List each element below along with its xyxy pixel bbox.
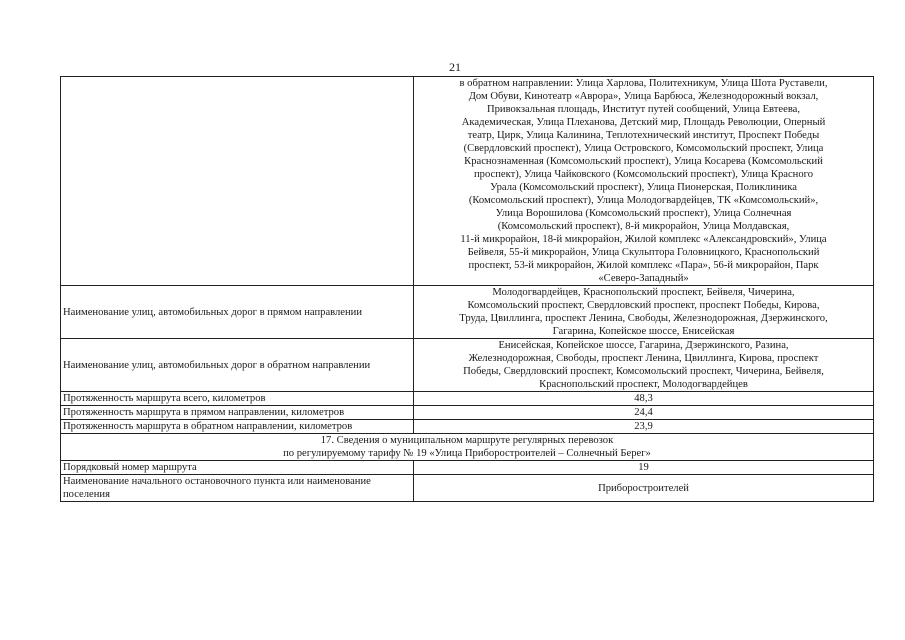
table-row-reverse-route-continuation xyxy=(61,77,874,286)
text-line: Молодогвардейцев, Краснопольский проспект, Бейвеля, Чичерина, xyxy=(492,287,795,298)
text-line: Бейвеля, 55-й микрорайон, Улица Скульптора Головницкого, Краснопольский xyxy=(467,247,820,258)
text-line: Привокзальная площадь, Институт путей сообщений, Улица Евтеева, xyxy=(486,104,801,115)
text-line: Академическая, Улица Плеханова, Детский мир, Площадь Революции, Оперный xyxy=(461,117,826,128)
empty-label-cell xyxy=(61,77,414,286)
text-line: «Северо-Западный» xyxy=(598,273,689,284)
row-label: Наименование начального остановочного пункта или наименование поселения xyxy=(61,475,414,502)
table-row-section-heading xyxy=(61,434,874,461)
text-line: Гагарина, Копейское шоссе, Енисейская xyxy=(552,326,735,337)
text-line: Комсомольский проспект, Свердловский проспект, проспект Победы, Кирова, xyxy=(467,300,820,311)
length-reverse-value: 23,9 xyxy=(414,420,874,434)
text-line: (Комсомольский проспект), Улица Молодогвардейцев, ТК «Комсомольский», xyxy=(468,195,819,206)
table-row-streets-reverse xyxy=(61,339,874,392)
streets-forward-value xyxy=(414,286,874,339)
text-line: проспект, 53-й микрорайон, Жилой комплекс «Пара», 56-й микрорайон, Парк xyxy=(468,260,819,271)
text-line: Победы, Свердловский проспект, Комсомольский проспект, Чичерина, Бейвеля, xyxy=(463,366,824,377)
text-line: (Свердловский проспект), Улица Островского, Комсомольский проспект, Улица xyxy=(463,143,824,154)
text-line: проспект), Улица Чайковского (Комсомольский проспект), Улица Красного xyxy=(473,169,813,180)
table-row-start-stop xyxy=(61,475,874,502)
text-line: в обратном направлении: Улица Харлова, Политехникум, Улица Шота Руставели, xyxy=(459,78,828,89)
text-line: Труда, Цвиллинга, проспект Ленина, Свободы, Железнодорожная, Дзержинского, xyxy=(459,313,828,324)
row-label: Протяженность маршрута в обратном направлении, километров xyxy=(61,420,414,434)
table-row-route-number xyxy=(61,461,874,475)
row-label: Наименование улиц, автомобильных дорог в обратном направлении xyxy=(61,339,414,392)
section-heading-line: 17. Сведения о муниципальном маршруте регулярных перевозок xyxy=(320,435,614,446)
length-forward-value: 24,4 xyxy=(414,406,874,420)
text-line: (Комсомольский проспект), 8-й микрорайон, Улица Молдавская, xyxy=(497,221,790,232)
table-row-length-total xyxy=(61,392,874,406)
page-number: 21 xyxy=(449,60,461,74)
route-info-table xyxy=(60,76,874,502)
table-row-length-forward xyxy=(61,406,874,420)
section-heading-line: по регулируемому тарифу № 19 «Улица Приборостроителей – Солнечный Берег» xyxy=(283,448,651,459)
route-number-value: 19 xyxy=(414,461,874,475)
text-line: Краснознаменная (Комсомольский проспект), Улица Косарева (Комсомольский xyxy=(464,156,823,167)
row-label: Протяженность маршрута в прямом направлении, километров xyxy=(61,406,414,420)
text-line: Урала (Комсомольский проспект), Улица Пионерская, Поликлиника xyxy=(490,182,797,193)
text-line: 11-й микрорайон, 18-й микрорайон, Жилой комплекс «Александровский», Улица xyxy=(460,234,827,245)
row-label: Порядковый номер маршрута xyxy=(61,461,414,475)
text-line: театр, Цирк, Улица Калинина, Теплотехнический институт, Проспект Победы xyxy=(467,130,820,141)
text-line: Краснопольский проспект, Молодогвардейцев xyxy=(539,379,748,390)
start-stop-value: Приборостроителей xyxy=(414,475,874,502)
length-total-value: 48,3 xyxy=(414,392,874,406)
table-row-length-reverse xyxy=(61,420,874,434)
streets-reverse-value xyxy=(414,339,874,392)
reverse-route-stops xyxy=(414,77,874,286)
section-heading xyxy=(61,434,874,461)
text-line: Енисейская, Копейское шоссе, Гагарина, Дзержинского, Разина, xyxy=(498,340,789,351)
text-line: Железнодорожная, Свободы, проспект Ленина, Цвиллинга, Кирова, проспект xyxy=(468,353,819,364)
row-label: Наименование улиц, автомобильных дорог в прямом направлении xyxy=(61,286,414,339)
text-line: Дом Обуви, Кинотеатр «Аврора», Улица Барбюса, Железнодорожный вокзал, xyxy=(468,91,819,102)
table-row-streets-forward xyxy=(61,286,874,339)
text-line: Улица Ворошилова (Комсомольский проспект), Улица Солнечная xyxy=(495,208,792,219)
row-label: Протяженность маршрута всего, километров xyxy=(61,392,414,406)
